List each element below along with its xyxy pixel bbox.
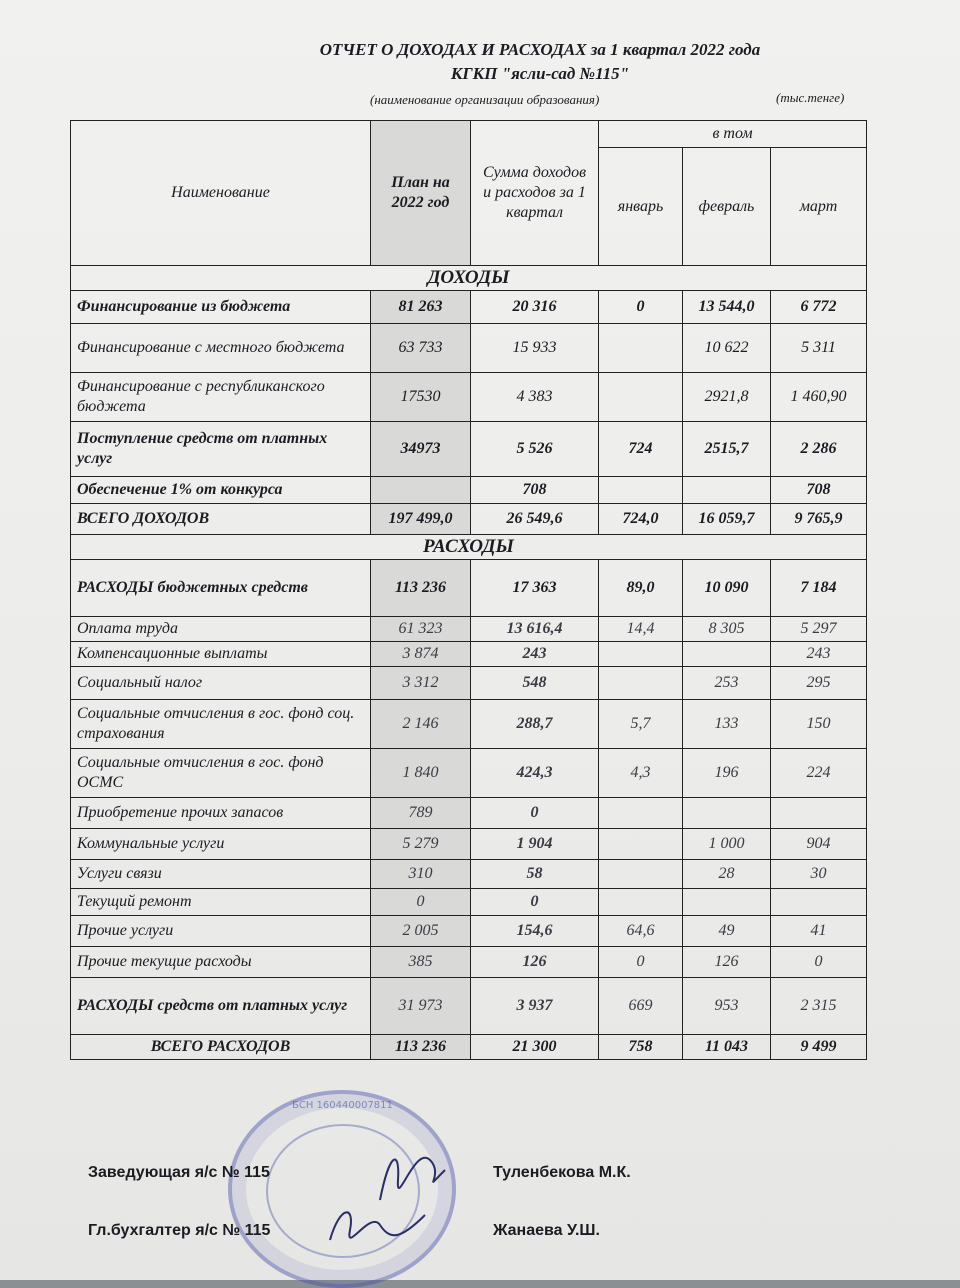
col-header-sum: Сумма доходов и расходов за 1 квартал — [471, 121, 599, 266]
col-header-including: в том — [599, 121, 867, 148]
head-name: Туленбекова М.К. — [493, 1164, 631, 1181]
cell-plan: 310 — [371, 860, 471, 889]
cell-feb — [683, 642, 771, 667]
cell-jan: 724 — [599, 422, 683, 477]
cell-mar: 295 — [771, 667, 867, 700]
cell-name: Прочие услуги — [71, 916, 371, 947]
cell-name: Коммунальные услуги — [71, 829, 371, 860]
cell-mar: 5 311 — [771, 324, 867, 373]
cell-plan: 17530 — [371, 373, 471, 422]
col-header-name: Наименование — [71, 121, 371, 266]
cell-plan: 2 146 — [371, 700, 471, 749]
cell-sum: 243 — [471, 642, 599, 667]
cell-name: Финансирование с местного бюджета — [71, 324, 371, 373]
table-row — [71, 749, 867, 798]
cell-feb: 49 — [683, 916, 771, 947]
cell-jan — [599, 642, 683, 667]
cell-sum: 17 363 — [471, 560, 599, 617]
table-row — [71, 504, 867, 535]
cell-sum: 548 — [471, 667, 599, 700]
cell-sum: 26 549,6 — [471, 504, 599, 535]
cell-mar: 9 765,9 — [771, 504, 867, 535]
cell-name: Социальные отчисления в гос. фонд ОСМС — [71, 749, 371, 798]
cell-sum: 15 933 — [471, 324, 599, 373]
section-expenses — [71, 535, 867, 560]
col-header-jan: январь — [599, 148, 683, 266]
cell-plan: 789 — [371, 798, 471, 829]
cell-name: Обеспечение 1% от конкурса — [71, 477, 371, 504]
cell-plan — [371, 477, 471, 504]
cell-jan: 724,0 — [599, 504, 683, 535]
cell-mar: 41 — [771, 916, 867, 947]
cell-sum: 0 — [471, 889, 599, 916]
cell-mar: 6 772 — [771, 291, 867, 324]
cell-name: РАСХОДЫ бюджетных средств — [71, 560, 371, 617]
cell-plan: 385 — [371, 947, 471, 978]
cell-sum: 1 904 — [471, 829, 599, 860]
cell-feb: 10 090 — [683, 560, 771, 617]
cell-mar: 0 — [771, 947, 867, 978]
cell-name: Социальные отчисления в гос. фонд соц. страхования — [71, 700, 371, 749]
table-row — [71, 978, 867, 1035]
cell-sum: 20 316 — [471, 291, 599, 324]
cell-mar: 243 — [771, 642, 867, 667]
cell-jan — [599, 889, 683, 916]
table-row — [71, 916, 867, 947]
cell-mar: 9 499 — [771, 1035, 867, 1060]
table-row — [71, 291, 867, 324]
cell-feb: 126 — [683, 947, 771, 978]
cell-jan: 64,6 — [599, 916, 683, 947]
cell-feb: 8 305 — [683, 617, 771, 642]
cell-feb: 2515,7 — [683, 422, 771, 477]
cell-name: РАСХОДЫ средств от платных услуг — [71, 978, 371, 1035]
cell-plan: 34973 — [371, 422, 471, 477]
cell-mar: 904 — [771, 829, 867, 860]
cell-sum: 21 300 — [471, 1035, 599, 1060]
cell-feb: 953 — [683, 978, 771, 1035]
accountant-name: Жанаева У.Ш. — [493, 1222, 600, 1239]
cell-mar — [771, 798, 867, 829]
table-row — [71, 700, 867, 749]
cell-name: Финансирование из бюджета — [71, 291, 371, 324]
cell-jan — [599, 477, 683, 504]
cell-plan: 2 005 — [371, 916, 471, 947]
cell-name: Услуги связи — [71, 860, 371, 889]
accountant-signature — [320, 1200, 430, 1260]
cell-sum: 288,7 — [471, 700, 599, 749]
cell-sum: 58 — [471, 860, 599, 889]
table-row — [71, 667, 867, 700]
section-income-label: ДОХОДЫ — [71, 266, 867, 291]
cell-feb: 2921,8 — [683, 373, 771, 422]
cell-plan: 113 236 — [371, 1035, 471, 1060]
cell-jan — [599, 829, 683, 860]
cell-mar: 2 315 — [771, 978, 867, 1035]
cell-mar: 1 460,90 — [771, 373, 867, 422]
table-row — [71, 642, 867, 667]
cell-plan: 63 733 — [371, 324, 471, 373]
table-row — [71, 324, 867, 373]
cell-mar — [771, 889, 867, 916]
cell-plan: 5 279 — [371, 829, 471, 860]
table-row — [71, 560, 867, 617]
cell-feb: 11 043 — [683, 1035, 771, 1060]
cell-jan — [599, 860, 683, 889]
cell-plan: 61 323 — [371, 617, 471, 642]
cell-name: Прочие текущие расходы — [71, 947, 371, 978]
cell-mar: 2 286 — [771, 422, 867, 477]
organization-caption: (наименование организации образования) — [370, 92, 600, 107]
cell-feb: 133 — [683, 700, 771, 749]
head-role: Заведующая я/с № 115 — [88, 1164, 270, 1181]
header-row-top — [71, 121, 867, 148]
table-row — [71, 422, 867, 477]
section-expenses-label: РАСХОДЫ — [71, 535, 867, 560]
cell-sum: 4 383 — [471, 373, 599, 422]
report-table — [70, 120, 867, 1060]
cell-mar: 224 — [771, 749, 867, 798]
cell-plan: 81 263 — [371, 291, 471, 324]
cell-feb: 13 544,0 — [683, 291, 771, 324]
cell-jan — [599, 324, 683, 373]
cell-name: ВСЕГО РАСХОДОВ — [71, 1035, 371, 1060]
report-title: ОТЧЕТ О ДОХОДАХ И РАСХОДАХ за 1 квартал 2022 года — [319, 40, 761, 59]
cell-jan: 0 — [599, 947, 683, 978]
table-row — [71, 798, 867, 829]
stamp-bin-text: БСН 160440007811 — [292, 1100, 393, 1111]
cell-jan: 669 — [599, 978, 683, 1035]
table-row — [71, 860, 867, 889]
cell-sum: 0 — [471, 798, 599, 829]
cell-jan: 89,0 — [599, 560, 683, 617]
cell-mar: 7 184 — [771, 560, 867, 617]
cell-mar: 150 — [771, 700, 867, 749]
cell-jan: 14,4 — [599, 617, 683, 642]
table-row — [71, 889, 867, 916]
cell-sum: 126 — [471, 947, 599, 978]
table-row — [71, 617, 867, 642]
cell-name: Социальный налог — [71, 667, 371, 700]
organization-name: КГКП "ясли-сад №115" — [450, 64, 630, 83]
cell-mar: 708 — [771, 477, 867, 504]
cell-jan: 5,7 — [599, 700, 683, 749]
cell-plan: 0 — [371, 889, 471, 916]
cell-sum: 154,6 — [471, 916, 599, 947]
cell-sum: 13 616,4 — [471, 617, 599, 642]
cell-sum: 5 526 — [471, 422, 599, 477]
cell-plan: 197 499,0 — [371, 504, 471, 535]
cell-jan — [599, 798, 683, 829]
cell-sum: 3 937 — [471, 978, 599, 1035]
cell-jan: 758 — [599, 1035, 683, 1060]
col-header-feb: февраль — [683, 148, 771, 266]
accountant-role: Гл.бухгалтер я/с № 115 — [88, 1222, 271, 1239]
cell-feb: 16 059,7 — [683, 504, 771, 535]
cell-feb: 10 622 — [683, 324, 771, 373]
table-row — [71, 477, 867, 504]
cell-name: Финансирование с республиканского бюджета — [71, 373, 371, 422]
cell-name: Оплата труда — [71, 617, 371, 642]
cell-name: ВСЕГО ДОХОДОВ — [71, 504, 371, 535]
cell-plan: 31 973 — [371, 978, 471, 1035]
cell-jan: 4,3 — [599, 749, 683, 798]
col-header-mar: март — [771, 148, 867, 266]
col-header-plan: План на 2022 год — [371, 121, 471, 266]
section-income — [71, 266, 867, 291]
cell-feb: 1 000 — [683, 829, 771, 860]
cell-plan: 3 874 — [371, 642, 471, 667]
cell-jan: 0 — [599, 291, 683, 324]
cell-name: Текущий ремонт — [71, 889, 371, 916]
cell-name: Поступление средств от платных услуг — [71, 422, 371, 477]
cell-feb — [683, 889, 771, 916]
cell-feb: 28 — [683, 860, 771, 889]
cell-name: Компенсационные выплаты — [71, 642, 371, 667]
cell-jan — [599, 667, 683, 700]
cell-feb — [683, 477, 771, 504]
cell-feb: 253 — [683, 667, 771, 700]
cell-feb: 196 — [683, 749, 771, 798]
cell-jan — [599, 373, 683, 422]
cell-sum: 708 — [471, 477, 599, 504]
cell-name: Приобретение прочих запасов — [71, 798, 371, 829]
table-row — [71, 829, 867, 860]
table-row — [71, 373, 867, 422]
cell-mar: 5 297 — [771, 617, 867, 642]
cell-plan: 3 312 — [371, 667, 471, 700]
cell-plan: 113 236 — [371, 560, 471, 617]
table-row — [71, 1035, 867, 1060]
units-label: (тыс.тенге) — [776, 90, 845, 105]
table-row — [71, 947, 867, 978]
cell-plan: 1 840 — [371, 749, 471, 798]
cell-sum: 424,3 — [471, 749, 599, 798]
report-title-block — [240, 38, 840, 86]
cell-feb — [683, 798, 771, 829]
cell-mar: 30 — [771, 860, 867, 889]
